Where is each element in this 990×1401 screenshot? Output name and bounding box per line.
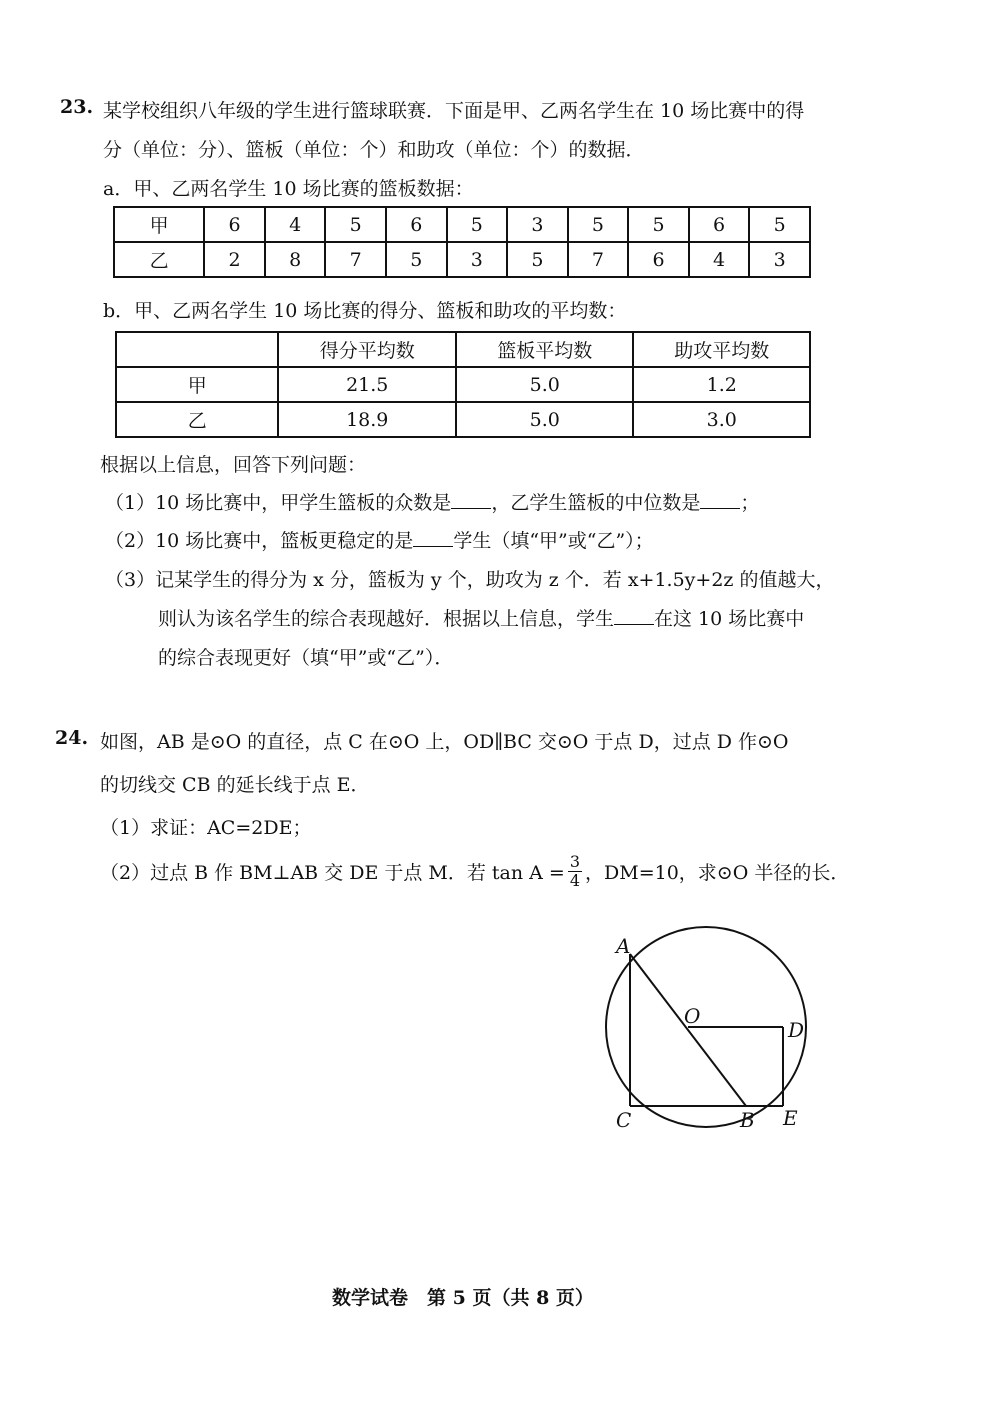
label-c: C bbox=[616, 1108, 632, 1132]
header-cell: 篮板平均数 bbox=[456, 332, 633, 367]
table-cell: 7 bbox=[325, 242, 386, 277]
q23-intro: 根据以上信息，回答下列问题： bbox=[100, 454, 367, 476]
label-a: A bbox=[616, 934, 631, 958]
subquestion-text: 则认为该名学生的综合表现越好．根据以上信息，学生 bbox=[158, 608, 615, 630]
table-cell: 5 bbox=[628, 207, 689, 242]
page-footer: 数学试卷 第 5 页（共 8 页） bbox=[332, 1287, 594, 1309]
table-header-row bbox=[116, 332, 810, 367]
q23-subquestion-3-line2 bbox=[158, 604, 804, 631]
subquestion-text: （1）10 场比赛中，甲学生篮板的众数是 bbox=[105, 492, 452, 514]
fraction bbox=[568, 853, 582, 890]
q23-subquestion-3-line1: （3）记某学生的得分为 x 分，篮板为 y 个，助攻为 z 个．若 x+1.5y+2z 的值越大， bbox=[105, 569, 835, 591]
table-cell: 18.9 bbox=[278, 402, 456, 437]
q24-subquestion-1: （1）求证：AC=2DE； bbox=[100, 817, 312, 839]
label-b: B bbox=[740, 1108, 755, 1132]
subquestion-text: 学生（填“甲”或“乙”）； bbox=[453, 530, 654, 552]
label-e: E bbox=[783, 1106, 798, 1130]
answer-blank bbox=[614, 605, 654, 625]
table-cell: 3.0 bbox=[633, 402, 810, 437]
table-cell: 3 bbox=[447, 242, 508, 277]
segment-ab bbox=[630, 954, 746, 1106]
subquestion-text: ； bbox=[740, 492, 760, 514]
q23-subquestion-1 bbox=[105, 488, 759, 515]
subquestion-text: （2）过点 B 作 BM⊥AB 交 DE 于点 M．若 tan A = bbox=[100, 861, 565, 884]
table-row bbox=[116, 367, 810, 402]
row-label: 乙 bbox=[114, 242, 204, 277]
table-cell: 6 bbox=[689, 207, 750, 242]
q23-subquestion-2 bbox=[105, 526, 654, 553]
table-cell: 4 bbox=[689, 242, 750, 277]
subquestion-text: ，乙学生篮板的中位数是 bbox=[491, 492, 701, 514]
q23-part-b: b．甲、乙两名学生 10 场比赛的得分、篮板和助攻的平均数： bbox=[103, 300, 627, 322]
row-label: 甲 bbox=[114, 207, 204, 242]
header-cell: 助攻平均数 bbox=[633, 332, 810, 367]
table-cell: 3 bbox=[507, 207, 568, 242]
table-cell: 6 bbox=[386, 207, 447, 242]
table-cell: 6 bbox=[628, 242, 689, 277]
table-cell: 5.0 bbox=[456, 367, 633, 402]
answer-blank bbox=[700, 489, 740, 509]
row-label: 甲 bbox=[116, 367, 278, 402]
q24-subquestion-2 bbox=[100, 846, 849, 896]
q23-number: 23. bbox=[60, 96, 94, 118]
q23-line1: 某学校组织八年级的学生进行篮球联赛．下面是甲、乙两名学生在 10 场比赛中的得 bbox=[103, 100, 805, 122]
table-row bbox=[116, 402, 810, 437]
label-d: D bbox=[788, 1018, 805, 1042]
table-cell: 5 bbox=[507, 242, 568, 277]
table-cell: 21.5 bbox=[278, 367, 456, 402]
table-cell: 4 bbox=[265, 207, 326, 242]
table-cell: 5 bbox=[447, 207, 508, 242]
table-row bbox=[114, 207, 810, 242]
fraction-numerator: 3 bbox=[569, 851, 581, 871]
table-cell: 5 bbox=[325, 207, 386, 242]
table-cell: 3 bbox=[749, 242, 810, 277]
table-cell: 2 bbox=[204, 242, 265, 277]
geometry-figure bbox=[580, 925, 820, 1135]
table-cell: 5 bbox=[568, 207, 629, 242]
label-o: O bbox=[684, 1004, 701, 1028]
q24-line2: 的切线交 CB 的延长线于点 E． bbox=[100, 774, 370, 796]
table-cell: 5 bbox=[386, 242, 447, 277]
subquestion-text: （2）10 场比赛中，篮板更稳定的是 bbox=[105, 530, 414, 552]
header-cell bbox=[116, 332, 278, 367]
table-cell: 6 bbox=[204, 207, 265, 242]
header-cell: 得分平均数 bbox=[278, 332, 456, 367]
rebound-data-table bbox=[113, 206, 811, 278]
average-table bbox=[115, 331, 811, 438]
q23-subquestion-3-line3: 的综合表现更好（填“甲”或“乙”）． bbox=[158, 647, 454, 669]
q24-number: 24. bbox=[55, 727, 89, 749]
fraction-denominator: 4 bbox=[569, 870, 581, 890]
row-label: 乙 bbox=[116, 402, 278, 437]
subquestion-text: ，DM=10，求⊙O 半径的长． bbox=[585, 861, 850, 884]
q24-line1: 如图，AB 是⊙O 的直径，点 C 在⊙O 上，OD∥BC 交⊙O 于点 D，过点 D 作⊙O bbox=[100, 731, 789, 753]
table-cell: 1.2 bbox=[633, 367, 810, 402]
answer-blank bbox=[413, 527, 453, 547]
answer-blank bbox=[451, 489, 491, 509]
q23-part-a: a．甲、乙两名学生 10 场比赛的篮板数据： bbox=[103, 178, 474, 200]
table-cell: 5 bbox=[749, 207, 810, 242]
q23-line2: 分（单位：分）、篮板（单位：个）和助攻（单位：个）的数据． bbox=[103, 139, 645, 161]
table-cell: 8 bbox=[265, 242, 326, 277]
table-row bbox=[114, 242, 810, 277]
subquestion-text: 在这 10 场比赛中 bbox=[654, 608, 805, 630]
table-cell: 7 bbox=[568, 242, 629, 277]
table-cell: 5.0 bbox=[456, 402, 633, 437]
